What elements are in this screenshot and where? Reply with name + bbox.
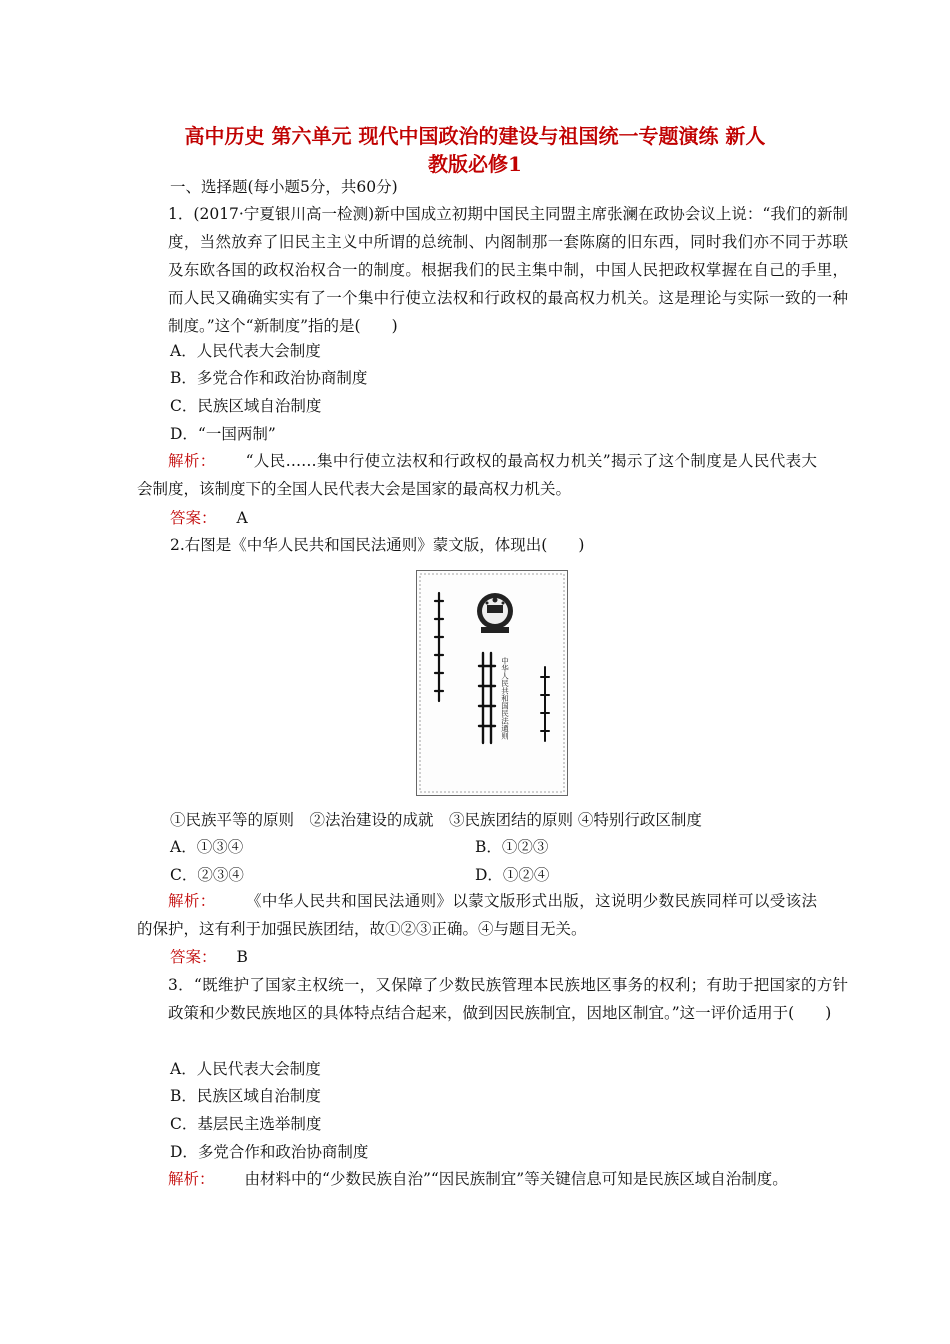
q2-option-a: A．①③④ [170,838,244,856]
title-line-2: 教版必修1 [428,152,522,176]
q2-answer-value: B [236,948,248,966]
mongolian-law-cover-image [416,570,568,796]
book-cover-illustration [417,571,567,795]
national-emblem-icon [477,593,513,633]
document-title [120,122,830,178]
q1-option-b: B．多党合作和政治协商制度 [170,369,368,387]
q2-option-d: D．①②④ [475,866,550,884]
section-header: 一、选择题(每小题5分，共60分) [170,178,398,196]
q1-analysis-text: “人民……集中行使立法权和行政权的最高权力机关”揭示了这个制度是人民代表大会制度，该制度下的全国人民代表大会是国家的最高权力机关。 [137,452,817,498]
q3-option-d: D．多党合作和政治协商制度 [170,1143,369,1161]
q2-analysis-text: 《中华人民共和国民法通则》以蒙文版形式出版，这说明少数民族同样可以受该法的保护，这有利于加强民族团结，故①②③正确。④与题目无关。 [137,892,817,938]
q2-analysis [137,887,817,943]
q3-analysis-text: 由材料中的“少数民族自治”“因民族制宜”等关键信息可知是民族区域自治制度。 [244,1170,788,1188]
q1-answer [170,507,248,529]
q2-option-b: B．①②③ [475,838,549,856]
q2-option-c: C．②③④ [170,866,244,884]
question-2-stem: 2.右图是《中华人民共和国民法通则》蒙文版，体现出( ) [170,536,585,554]
q3-option-c: C．基层民主选举制度 [170,1115,322,1133]
q1-option-c: C．民族区域自治制度 [170,397,322,415]
q3-analysis-label: 解析： [168,1170,215,1188]
q1-analysis-label: 解析： [168,452,216,470]
q3-option-a: A．人民代表大会制度 [170,1060,321,1078]
q3-option-b: B．民族区域自治制度 [170,1087,321,1105]
q1-answer-label: 答案： [170,509,217,527]
question-1-stem: 1．(2017·宁夏银川高一检测)新中国成立初期中国民主同盟主席张澜在政协会议上说：“我们的新制度，当然放弃了旧民主主义中所谓的总统制、内阁制那一套陈腐的旧东西，同时我们亦不同于苏联及东欧各国的政权治权合一的制度。根据我们的民主集中制，中国人民把政权掌握在自己的手里，而人民又确确实实有了一个集中行使立法权和行政权的最高权力机关。这是理论与实际一致的一种制度。”这个“新制度”指的是( ) [168,205,848,335]
q1-analysis [137,447,817,503]
q3-analysis [137,1165,817,1193]
title-line-1: 高中历史 第六单元 现代中国政治的建设与祖国统一专题演练 新人 [184,124,766,148]
question-3-stem: 3．“既维护了国家主权统一，又保障了少数民族管理本民族地区事务的权利；有助于把国家的方针政策和少数民族地区的具体特点结合起来，做到因民族制宜，因地区制宜。”这一评价适用于( ) [168,976,848,1022]
q2-analysis-label: 解析： [168,892,216,910]
mongolian-script-right [541,667,549,741]
q2-answer-label: 答案： [170,948,217,966]
q1-option-d: D．“一国两制” [170,425,276,443]
q2-answer [170,946,248,968]
q2-statements: ①民族平等的原则 ②法治建设的成就 ③民族团结的原则 ④特别行政区制度 [170,811,702,829]
cover-chinese-title: 中华人民共和国民法通则 [500,657,510,740]
mongolian-script-left [435,593,443,701]
q1-option-a: A．人民代表大会制度 [170,342,321,360]
mongolian-script-title [479,653,495,743]
q1-answer-value: A [236,509,248,527]
